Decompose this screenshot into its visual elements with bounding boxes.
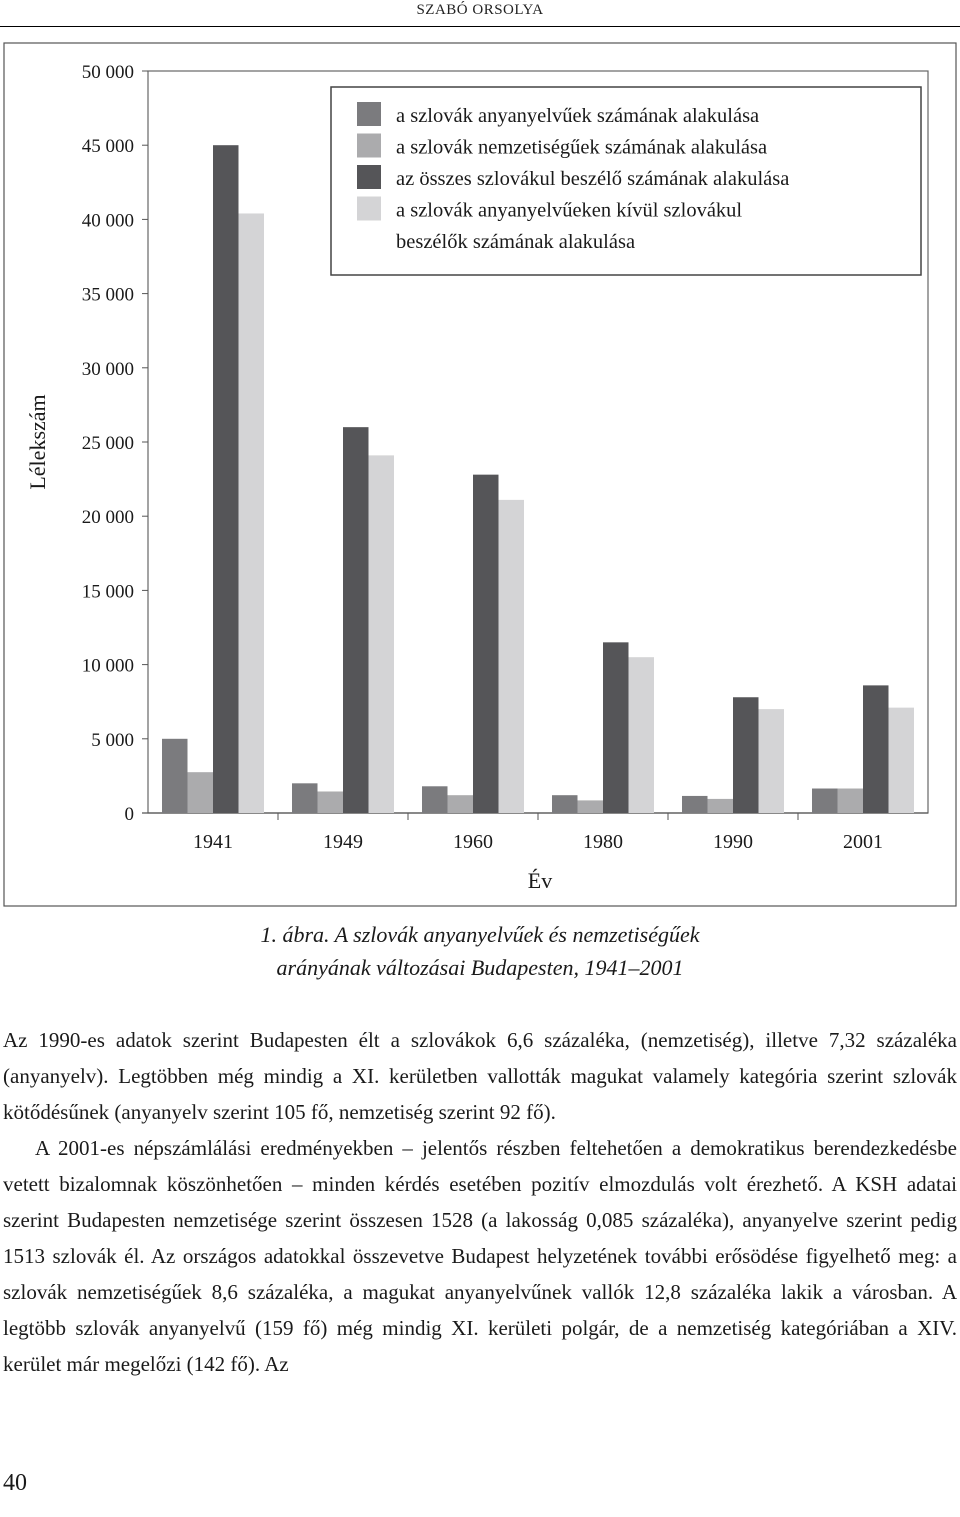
bar — [369, 455, 395, 813]
x-tick-label: 1941 — [193, 831, 233, 853]
legend-swatch — [357, 165, 381, 189]
body-text — [3, 1022, 957, 1382]
y-tick-label: 45 000 — [81, 136, 134, 158]
bar — [343, 427, 369, 813]
y-tick-label: 15 000 — [81, 581, 134, 603]
bar — [889, 708, 915, 813]
x-tick-label: 1949 — [323, 831, 363, 853]
caption-line-1: 1. ábra. A szlovák anyanyelvűek és nemzetiségűek — [260, 922, 700, 947]
y-tick-label: 50 000 — [81, 62, 134, 83]
bar-chart — [0, 38, 960, 908]
running-head: SZABÓ ORSOLYA — [416, 2, 544, 18]
legend-label: az összes szlovákul beszélő számának alakulása — [396, 168, 790, 190]
bar — [812, 789, 838, 813]
legend-swatch — [357, 197, 381, 221]
bar — [318, 791, 344, 813]
x-axis-label: Év — [527, 868, 553, 893]
y-axis-label: Lélekszám — [25, 394, 50, 490]
x-tick-label: 1980 — [583, 831, 623, 853]
header-rule — [0, 26, 960, 27]
bar — [292, 783, 318, 813]
bar — [682, 796, 708, 813]
figure-caption — [0, 918, 960, 984]
bar — [188, 772, 214, 813]
bar — [708, 799, 734, 813]
paragraph: A 2001-es népszámlálási eredményekben – jelentős részben feltehetően a demokratikus berendezkedésbe vetett bizalomnak köszönhetően – minden kérdés esetében pozitív elmozdulás volt érezhető. A KSH adatai szerint Budapesten nemzetisége szerint összesen 1528 (a lakosság 0,085 százaléka), anyanyelve szerint pedig 1513 szlovák él. Az országos adatokkal összevetve Budapest helyzetének további erősödése figyelhető meg: a szlovák nemzetiségűek 8,6 százaléka, a magukat anyanyelvűnek vallók 12,8 százaléka lakik a városban. A legtöbb szlovák anyanyelvű (159 fő) még mindig XI. kerületi polgár, de a nemzetiség kategóriában a XIV. kerület már megelőzi (142 fő). Az — [3, 1136, 957, 1376]
page-number: 40 — [3, 1470, 27, 1496]
y-tick-label: 5 000 — [91, 729, 134, 751]
legend-label: a szlovák anyanyelvűeken kívül szlovákul — [396, 199, 743, 222]
bar — [499, 500, 525, 813]
y-tick-label: 30 000 — [81, 358, 134, 380]
legend-swatch — [357, 134, 381, 158]
bar — [473, 475, 499, 813]
bar — [838, 789, 864, 813]
bar — [239, 213, 265, 813]
x-tick-label: 1990 — [713, 831, 753, 853]
bar — [863, 685, 889, 813]
y-tick-label: 40 000 — [81, 210, 134, 232]
bar — [448, 795, 474, 813]
bar — [733, 697, 759, 813]
bar — [422, 786, 448, 813]
y-tick-label: 0 — [124, 804, 134, 825]
x-tick-label: 2001 — [843, 831, 883, 853]
paragraph: Az 1990-es adatok szerint Budapesten élt a szlovákok 6,6 százaléka, (nemzetiség), illetve 7,32 százaléka (anyanyelv). Legtöbben még mindig a XI. kerületben vallották magukat valamely kategória szerint szlovák kötődésűnek (anyanyelv szerint 105 fő, nemzetiség szerint 92 fő). — [3, 1028, 957, 1124]
bar — [629, 657, 655, 813]
y-tick-label: 25 000 — [81, 433, 134, 454]
legend-label: beszélők számának alakulása — [396, 231, 636, 253]
legend-swatch — [357, 102, 381, 126]
bar — [552, 795, 578, 813]
y-tick-label: 20 000 — [81, 507, 134, 529]
bar — [162, 739, 188, 813]
y-tick-label: 10 000 — [81, 655, 134, 677]
x-tick-label: 1960 — [453, 831, 493, 853]
bar — [578, 800, 604, 813]
legend-label: a szlovák anyanyelvűek számának alakulása — [396, 105, 760, 127]
y-tick-label: 35 000 — [81, 284, 134, 306]
bar — [213, 145, 239, 813]
bar — [603, 642, 629, 813]
legend-label: a szlovák nemzetiségűek számának alakulása — [396, 136, 768, 159]
caption-line-2: arányának változásai Budapesten, 1941–2001 — [276, 955, 684, 980]
bar — [759, 709, 785, 813]
